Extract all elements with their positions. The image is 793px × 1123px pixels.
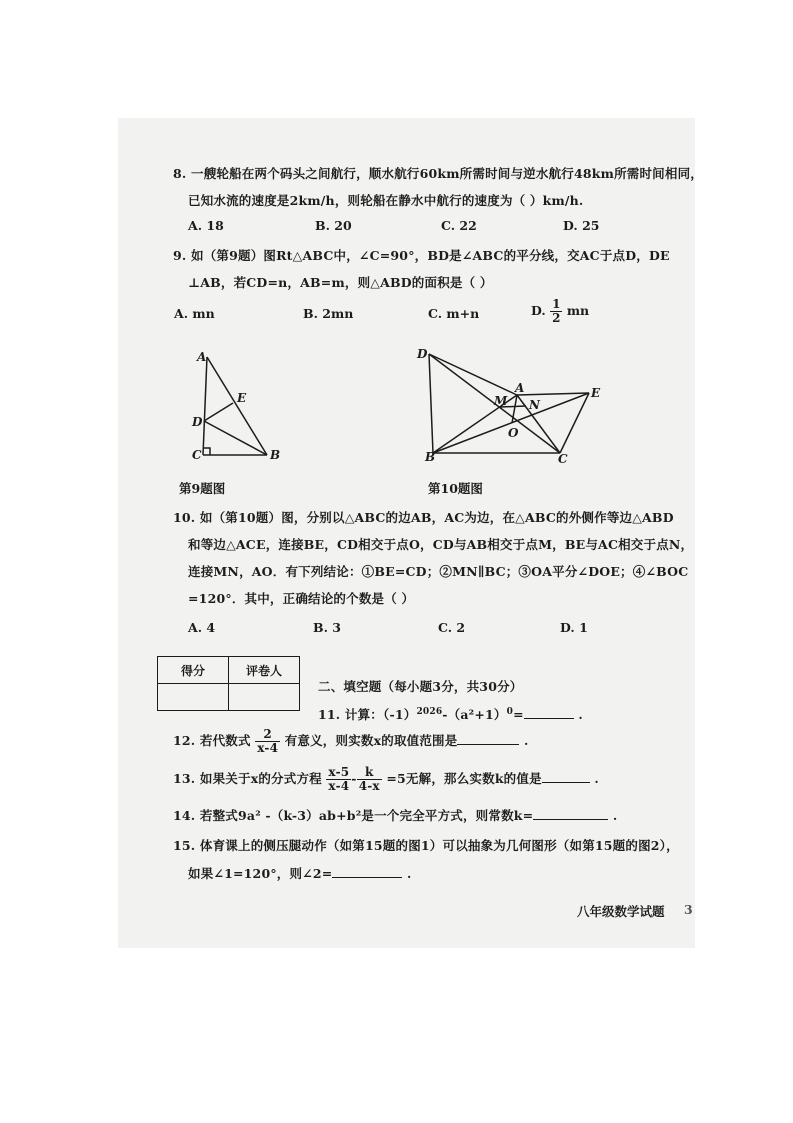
figure-9-caption: 第9题图 [179,481,226,496]
q14-text: 14. 若整式9a² -（k-3）ab+b²是一个完全平方式，则常数k= [173,808,534,823]
q10-line2: 和等边△ACE，连接BE，CD相交于点O，CD与AB相交于点M，BE与AC相交于点N， [188,537,694,552]
q11-prefix: 11. 计算：（-1） [318,707,417,722]
q8-option-c: C. 22 [441,218,477,233]
q15-line1: 15. 体育课上的侧压腿动作（如第15题的图1）可以抽象为几何图形（如第15题的图2）， [173,838,679,853]
label-b: B [270,448,281,462]
q10-option-b: B. 3 [313,620,341,635]
q13-fraction-2 [357,766,382,793]
figure-10-caption: 第10题图 [428,481,483,496]
q13-end: . [594,771,599,786]
q10-line3: 连接MN，AO．有下列结论：①BE=CD；②MN∥BC；③OA平分∠DOE；④∠BOC [188,564,689,579]
section-2-title: 二、填空题（每小题3分，共30分） [318,679,523,694]
grader-cell [229,684,300,711]
q9-option-a: A. mn [174,306,215,321]
label-c: C [192,448,202,462]
label-a: A [197,350,207,364]
segment-ab [207,357,267,455]
q9-line1: 9. 如（第9题）图Rt△ABC中，∠C=90°，BD是∠ABC的平分线，交AC于点D，DE [173,248,670,263]
fraction-numerator: k [357,766,382,780]
figure-9 [185,345,295,470]
q14-answer-blank[interactable] [533,819,608,820]
segment-db [204,421,267,455]
label-c: C [558,452,568,466]
q9-option-b: B. 2mn [303,306,354,321]
fraction-denominator: x-4 [328,779,350,793]
q15-answer-blank[interactable] [332,877,402,878]
q14-end: . [612,808,618,823]
q12-end: . [524,733,529,748]
score-table [157,656,300,711]
q9-option-c: C. m+n [428,306,480,321]
fraction-numerator: 2 [255,728,280,742]
label-a: A [515,381,525,395]
fraction-denominator: x-4 [257,741,279,755]
q12-suffix: 有意义，则实数x的取值范围是 [284,733,458,748]
footer-page-mark: 3 [684,902,693,917]
label-e: E [237,391,247,405]
q8-option-a: A. 18 [188,218,224,233]
segment-ae [517,393,589,395]
q10-line1: 10. 如（第10题）图，分别以△ABC的边AB，AC为边，在△ABC的外侧作等边△ABD [173,510,674,525]
q8-option-b: B. 20 [315,218,352,233]
q13-minus: - [351,771,357,786]
q10-line4: =120°．其中，正确结论的个数是（ ） [188,591,415,606]
q10-option-d: D. 1 [560,620,588,635]
fraction-denominator: 4-x [358,779,380,793]
figure-10 [413,345,613,470]
label-d: D [192,415,203,429]
q8-line2: 已知水流的速度是2km/h，则轮船在静水中航行的速度为（ ）km/h. [188,193,584,208]
q11-exponent-1: 2026 [416,706,443,717]
label-n: N [529,398,540,412]
segment-db [429,354,433,453]
q9-option-d-suffix: mn [566,303,590,318]
segment-da [429,354,517,395]
q12-fraction [255,728,280,755]
right-angle-mark [203,448,210,455]
q10-option-a: A. 4 [188,620,216,635]
grader-header: 评卷人 [229,657,300,684]
score-cell [158,684,229,711]
q8-line1: 8. 一艘轮船在两个码头之间航行，顺水航行60km所需时间与逆水航行48km所需时间相同， [173,166,703,181]
q15-end: . [407,866,412,881]
q12-answer-blank[interactable] [457,744,519,745]
q11-answer-blank[interactable] [524,718,574,719]
fraction-numerator: x-5 [328,765,350,779]
segment-be [433,393,589,453]
q9-option-d-fraction [550,298,562,325]
fraction-numerator: 1 [552,297,561,311]
q9-option-d-label: D. [531,303,546,318]
q11-exponent-2: 0 [506,706,514,717]
q12-prefix: 12. 若代数式 [173,733,251,748]
score-header: 得分 [158,657,229,684]
label-e: E [591,386,601,400]
q8-option-d: D. 25 [563,218,600,233]
label-o: O [508,426,519,440]
segment-de [204,403,233,421]
label-b: B [425,450,436,464]
segment-ac [203,357,207,455]
q13-answer-blank[interactable] [542,782,590,783]
q15-line2-text: 如果∠1=120°，则∠2= [188,866,333,881]
footer-title: 八年级数学试题 [577,904,665,919]
q11-end: . [578,707,583,722]
q10-option-c: C. 2 [438,620,466,635]
q13-prefix: 13. 如果关于x的分式方程 [173,771,322,786]
fraction-denominator: 2 [552,311,561,325]
q9-line2: ⊥AB，若CD=n，AB=m，则△ABD的面积是（ ） [188,275,493,290]
q14 [173,806,617,824]
q13-fraction-1 [326,766,351,793]
q12 [173,728,529,755]
label-d: D [417,347,428,361]
q13 [173,766,599,793]
q11-middle: -（a²+1） [442,707,507,722]
q11-suffix: = [513,707,524,722]
label-m: M [494,394,508,408]
q13-suffix: =5无解，那么实数k的值是 [386,771,542,786]
q15-line2 [188,864,412,882]
q11 [318,705,583,723]
q9-option-d [531,298,589,325]
